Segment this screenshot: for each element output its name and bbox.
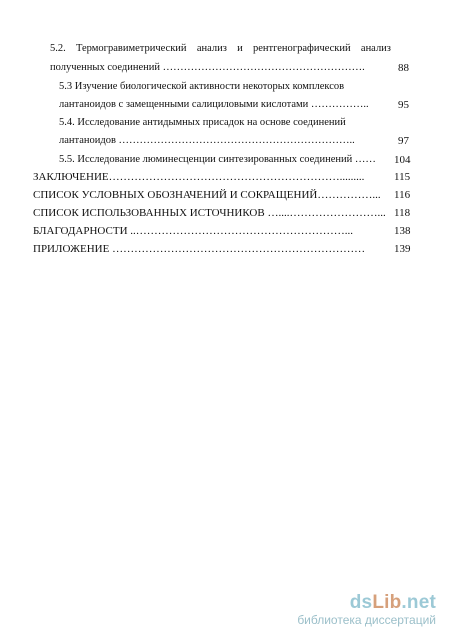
toc-entry-5-2-line2: полученных соединений …………………………………………………. [50, 62, 365, 73]
toc-page-5-5: 104 [394, 154, 411, 166]
toc-page-5-3: 95 [398, 99, 409, 111]
toc-page-5-4: 97 [398, 135, 409, 147]
watermark-subtitle: библиотека диссертаций [297, 613, 436, 627]
toc-entry-5-5: 5.5. Исследование люминесценции синтезированных соединений …… [59, 154, 376, 165]
toc-entry-appendix: ПРИЛОЖЕНИЕ …………………………………………………………… [33, 243, 366, 255]
toc-page-conclusion: 115 [394, 171, 411, 183]
toc-entry-5-3-line2: лантаноидов с замещенными салициловыми кислотами …………….. [59, 99, 369, 110]
toc-entry-conclusion: ЗАКЛЮЧЕНИЕ………………………………………………………......... [33, 171, 365, 183]
toc-word: анализ [196, 43, 227, 54]
toc-entry-5-4-line1: 5.4. Исследование антидымных присадок на основе соединений [59, 117, 346, 128]
toc-entry-abbreviations: СПИСОК УСЛОВНЫХ ОБОЗНАЧЕНИЙ И СОКРАЩЕНИЙ……………... [33, 189, 381, 201]
toc-entry-5-3-line1: 5.3 Изучение биологической активности некоторых комплексов [59, 81, 345, 92]
toc-word: Термогравиметрический [76, 43, 187, 54]
toc-page-abbreviations: 116 [394, 189, 411, 201]
watermark-logo: dsLib.net [349, 592, 436, 613]
toc-word: 5.2. [50, 43, 66, 54]
toc-page-sources: 118 [394, 207, 411, 219]
dslib-watermark [297, 593, 436, 626]
toc-word: и [237, 43, 243, 54]
toc-page-appendix: 139 [394, 243, 411, 255]
toc-page-acknowledgements: 138 [394, 225, 411, 237]
toc-entry-5-4-line2: лантаноидов ………………………………………………………….. [59, 135, 355, 146]
toc-entry-acknowledgements: БЛАГОДАРНОСТИ ..…………………………………………………... [33, 225, 354, 237]
toc-word: анализ [360, 43, 391, 54]
toc-word: рентгенографический [252, 43, 351, 54]
toc-entry-5-2-line1 [50, 44, 391, 55]
toc-entry-sources: СПИСОК ИСПОЛЬЗОВАННЫХ ИСТОЧНИКОВ …....……………………... [33, 207, 386, 219]
toc-page-5-2: 88 [398, 62, 409, 74]
